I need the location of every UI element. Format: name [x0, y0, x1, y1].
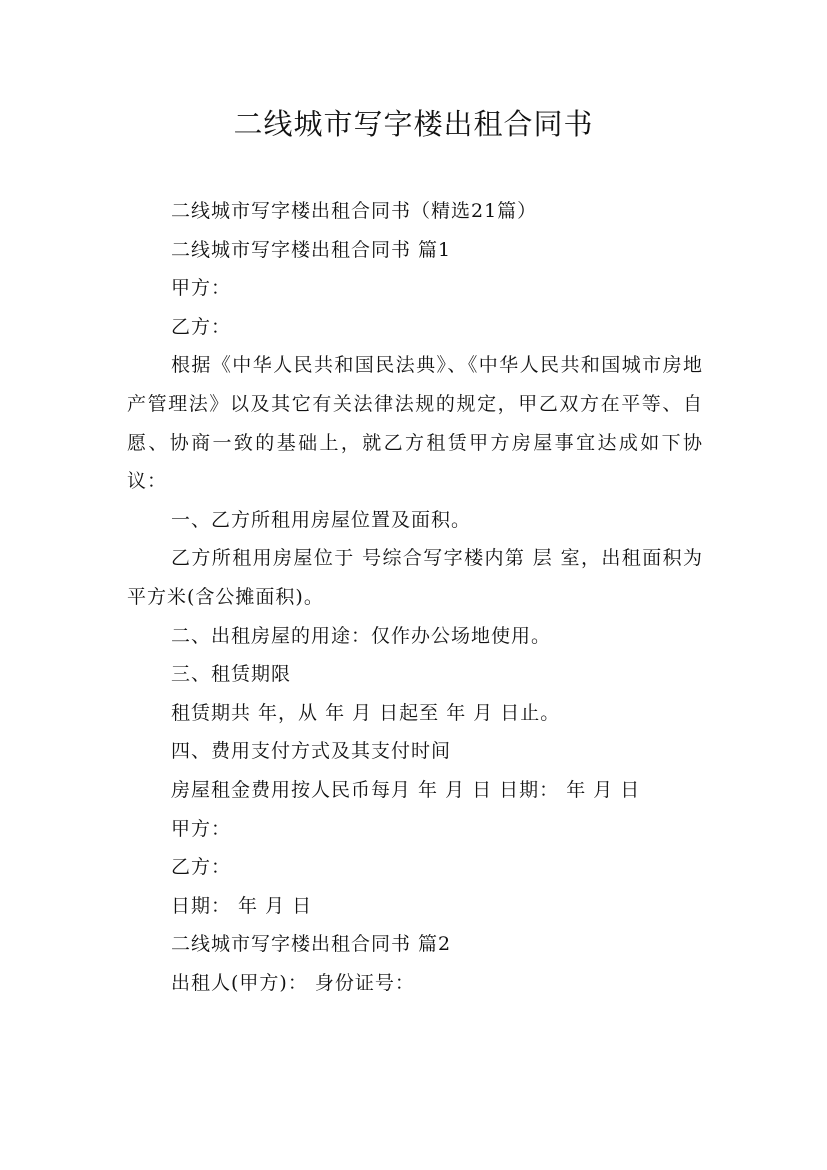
paragraph-party-b: 乙方： — [171, 315, 232, 338]
document-title: 二线城市写字楼出租合同书 — [233, 107, 594, 141]
paragraph-lessor: 出租人(甲方)： 身份证号： — [171, 971, 415, 994]
paragraph-party-a: 甲方： — [171, 277, 232, 300]
paragraph-clause-heading: 一、乙方所租用房屋位置及面积。 — [171, 508, 472, 531]
paragraph-clause-heading: 二、出租房屋的用途：仅作办公场地使用。 — [171, 624, 552, 647]
paragraph-clause-text: 房屋租金费用按人民币每月 年 月 日 日期： 年 月 日 — [171, 778, 641, 801]
paragraph-clause-heading: 四、费用支付方式及其支付时间 — [171, 740, 452, 763]
paragraph-subtitle: 二线城市写字楼出租合同书（精选21篇） — [171, 200, 538, 222]
paragraph-clause-text: 租赁期共 年，从 年 月 日起至 年 月 日止。 — [171, 701, 561, 724]
paragraph-legal-basis: 根据《中华人民共和国民法典》、《中华人民共和国城市房地产管理法》以及其它有关法律法规的规定，甲乙双方在平等、自愿、协商一致的基础上，就乙方租赁甲方房屋事宜达成如下协议： — [127, 354, 703, 493]
paragraph-party-a: 甲方： — [171, 817, 232, 840]
paragraph-clause-text: 乙方所租用房屋位于 号综合写字楼内第 层 室，出租面积为 平方米(含公摊面积)。 — [127, 547, 711, 608]
paragraph-section-heading: 二线城市写字楼出租合同书 篇2 — [171, 933, 452, 956]
paragraph-party-b: 乙方： — [171, 856, 232, 879]
paragraph-date: 日期： 年 月 日 — [171, 894, 313, 917]
paragraph-section-heading: 二线城市写字楼出租合同书 篇1 — [171, 238, 452, 261]
document-body — [127, 192, 711, 1002]
paragraph-clause-heading: 三、租赁期限 — [171, 663, 292, 686]
